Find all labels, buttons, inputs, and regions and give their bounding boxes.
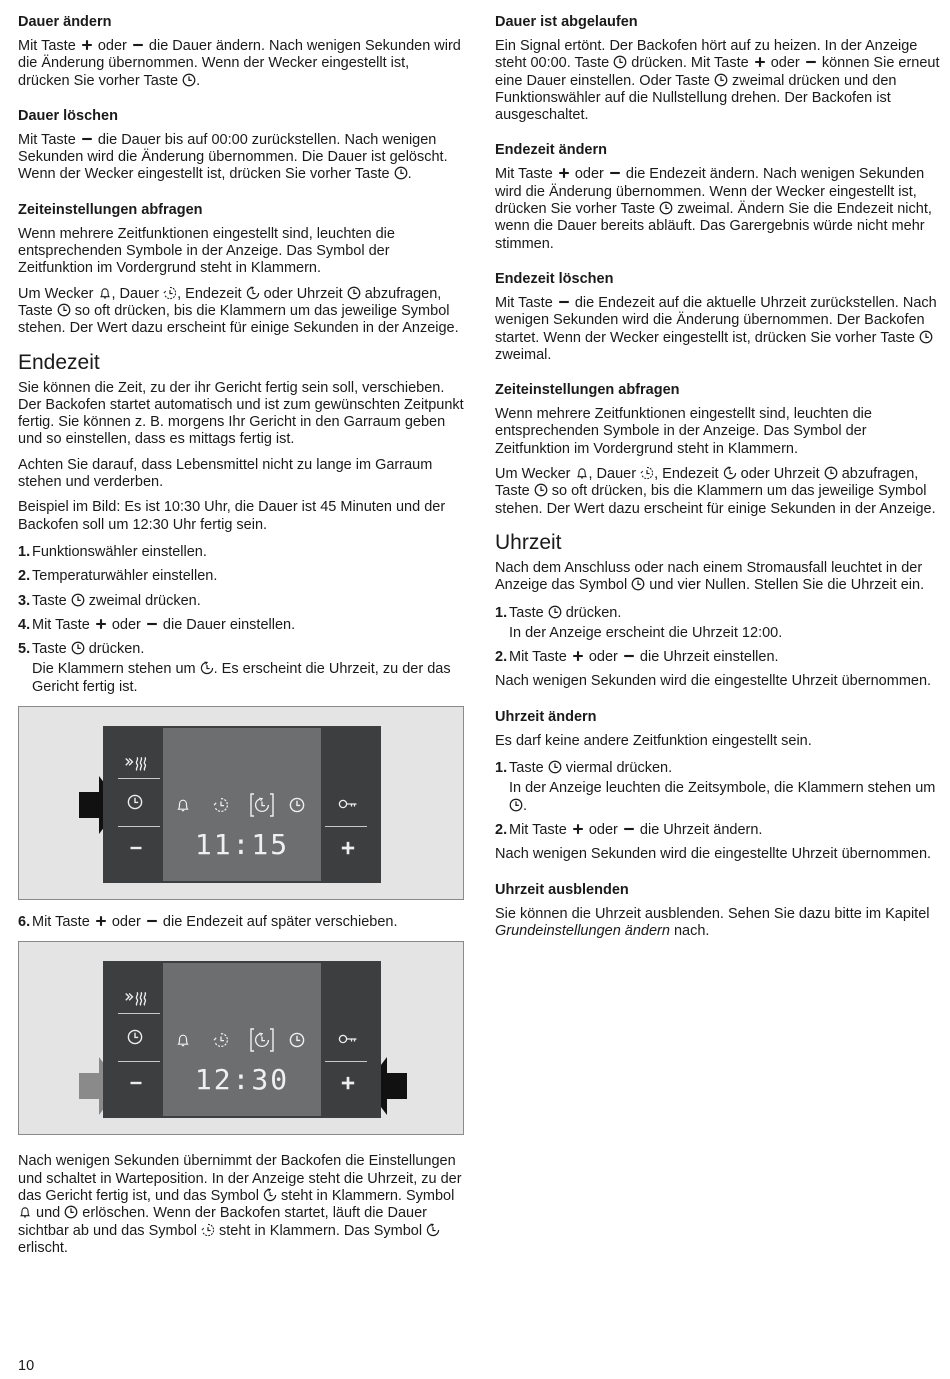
step-number: 1. — [495, 760, 508, 777]
endtime-icon — [249, 792, 275, 818]
text-run: Nach wenigen Sekunden übernimmt der Backofen die Einstellungen und schaltet in Warteposition. In der Anzeige steht die Uhrzeit, zu der das Gericht fertig ist, und das Symbol — [18, 1153, 462, 1204]
clock-icon — [394, 166, 408, 180]
minus-icon — [804, 55, 818, 69]
text-run: drücken. Mit Taste — [631, 55, 749, 72]
endtime-icon — [200, 661, 214, 675]
step-text: oder — [111, 616, 141, 633]
para-endezeit-final — [18, 1153, 464, 1257]
heading-endezeit-loeschen: Endezeit löschen — [495, 270, 614, 287]
text-run: , Dauer — [111, 285, 160, 302]
uhr-aendern-step-2 — [495, 822, 941, 839]
uhr-aendern-step-1 — [495, 760, 941, 815]
key-icon[interactable] — [337, 798, 359, 810]
step-text: zweimal drücken. — [88, 592, 201, 609]
endtime-icon — [246, 286, 260, 300]
right-column — [495, 12, 941, 948]
text-run: . — [196, 72, 201, 89]
heading-uhrzeit-aendern: Uhrzeit ändern — [495, 708, 597, 725]
section-title-uhrzeit: Uhrzeit — [495, 530, 562, 554]
minus-icon — [80, 132, 94, 146]
left-column — [18, 12, 464, 1265]
text-run: so oft drücken, bis die Klammern um das jeweilige Symbol stehen. Der Wert dazu erscheint für einige Sekunden in der Anzeige. — [18, 302, 459, 337]
para-uhrzeit-1 — [495, 560, 941, 595]
text-run: die Dauer bis auf 00:00 zurückstellen. Nach wenigen Sekunden wird die Änderung übernommen. Die Dauer ist gelöscht. Wenn der Wecker eingestellt ist, drücken Sie vorher Taste — [18, 131, 448, 183]
clock-icon — [613, 55, 627, 69]
text-run: können Sie erneut eine Dauer einstellen. Oder Taste — [495, 55, 940, 89]
plus-icon — [571, 649, 585, 663]
text-run: die Endezeit ändern. Nach wenigen Sekunden wird die Änderung übernommen. Wenn der Wecker eingestellt ist, drücken Sie vorher Taste — [495, 166, 925, 218]
step-text: die Uhrzeit ändern. — [639, 821, 763, 838]
steam-icon[interactable] — [123, 754, 151, 772]
steam-icon[interactable] — [123, 989, 151, 1007]
text-run: steht in Klammern. Symbol — [281, 1187, 455, 1204]
clock-icon — [57, 303, 71, 317]
minus-icon[interactable] — [127, 1075, 145, 1091]
text-run: so oft drücken, bis die Klammern um das jeweilige Symbol stehen. Der Wert dazu erscheint für einige Sekunden in der Anzeige. — [495, 483, 936, 517]
para-abfragen-right-1: Wenn mehrere Zeitfunktionen eingestellt sind, leuchten die entsprechenden Symbole in der Anzeige. Das Symbol der Zeitfunktion im Vordergrund steht in Klammern. — [495, 406, 872, 457]
step-5-note — [32, 661, 464, 696]
minus-icon — [622, 822, 636, 836]
text-run: die Endezeit auf die aktuelle Uhrzeit zurückstellen. Nach wenigen Sekunden wird die Änderung übernommen. Der Backofen startet. Wenn der Wecker eingestellt ist, drücken Sie vorher Taste — [495, 294, 937, 346]
key-icon[interactable] — [337, 1033, 359, 1045]
clock-icon — [548, 605, 562, 619]
left-button-column — [103, 961, 163, 1118]
minus-icon[interactable] — [127, 840, 145, 856]
plus-icon — [571, 822, 585, 836]
para-uhrzeit-3: Nach wenigen Sekunden wird die eingestellte Uhrzeit übernommen. — [495, 846, 932, 863]
plus-icon — [557, 166, 571, 180]
plus-icon[interactable] — [339, 839, 357, 857]
para-endezeit-aendern — [495, 166, 941, 252]
text-run: erlöschen. Wenn der Backofen startet, läuft die Dauer sichtbar ab und das Symbol — [18, 1205, 427, 1239]
text-run: die Dauer ändern. Nach wenigen Sekunden wird die Änderung übernommen. Wenn der Wecker eingestellt ist, drücken Sie vorher Taste — [18, 38, 461, 89]
text-run: , Endezeit — [177, 285, 242, 302]
step-6 — [18, 914, 464, 931]
step-text: drücken. — [565, 604, 622, 621]
minus-icon — [145, 914, 159, 928]
step-number: 5. — [18, 641, 31, 658]
minus-icon — [622, 649, 636, 663]
clock-icon — [919, 330, 933, 344]
para-abfragen-right-2 — [495, 466, 941, 518]
page-number: 10 — [18, 1358, 35, 1374]
duration-icon — [213, 797, 229, 813]
text-run: nach. — [673, 922, 710, 939]
para-endezeit-3: Beispiel im Bild: Es ist 10:30 Uhr, die Dauer ist 45 Minuten und der Backofen soll um 12:30 Uhr fertig sein. — [18, 499, 446, 533]
text-run: zweimal. — [495, 346, 552, 363]
minus-icon — [145, 617, 159, 631]
right-button-column — [321, 726, 381, 883]
heading-endezeit-aendern: Endezeit ändern — [495, 142, 607, 159]
clock-icon — [659, 201, 673, 215]
step-text: Taste — [509, 604, 544, 621]
step-number: 4. — [18, 616, 31, 633]
chapter-reference: Grundeinstellungen ändern — [495, 922, 670, 939]
endtime-icon — [263, 1188, 277, 1202]
text-run: zweimal. Ändern Sie die Endezeit nicht, wenn die Dauer bereits abläuft. Das Garergebnis würde nicht mehr stimmen. — [495, 201, 932, 252]
clock-icon[interactable] — [127, 794, 143, 810]
step-number: 1. — [18, 543, 31, 560]
text-run: Mit Taste — [18, 38, 76, 54]
clock-icon — [534, 483, 548, 497]
step-text: Mit Taste — [32, 616, 90, 633]
endtime-icon — [426, 1223, 440, 1237]
para-abfragen-1: Wenn mehrere Zeitfunktionen eingestellt sind, leuchten die entsprechenden Symbole in der Anzeige. Das Symbol der Zeitfunktion im Vordergrund steht in Klammern. — [18, 225, 395, 277]
duration-icon — [213, 1032, 229, 1048]
step-note: In der Anzeige erscheint die Uhrzeit 12:00. — [509, 624, 783, 641]
text-run: oder Uhrzeit — [263, 285, 343, 302]
bell-icon — [175, 797, 191, 813]
display-screen — [163, 963, 321, 1116]
clock-icon — [714, 73, 728, 87]
text-run: , Endezeit — [654, 466, 719, 483]
text-run: und — [36, 1205, 61, 1222]
clock-icon — [64, 1205, 78, 1219]
step-text: Taste — [32, 592, 67, 609]
para-uhrzeit-aendern: Es darf keine andere Zeitfunktion eingestellt sein. — [495, 732, 812, 749]
time-display: 11:15 — [194, 828, 290, 862]
endtime-icon — [249, 1027, 275, 1053]
clock-icon — [631, 577, 645, 591]
oven-control-panel — [103, 726, 381, 883]
step-1 — [18, 544, 464, 561]
step-2 — [18, 568, 464, 585]
plus-icon — [94, 914, 108, 928]
text-run: oder — [770, 55, 800, 72]
time-display: 12:30 — [194, 1063, 290, 1097]
bell-icon — [98, 286, 112, 300]
heading-abfragen-right: Zeiteinstellungen abfragen — [495, 382, 680, 399]
clock-icon — [182, 73, 196, 87]
text-run: Sie können die Uhrzeit ausblenden. Sehen Sie dazu bitte im Kapitel — [495, 905, 930, 922]
text-run: Ein Signal ertönt. Der Backofen hört auf zu heizen. In der Anzeige steht 00:00. Taste — [495, 38, 918, 72]
oven-control-panel — [103, 961, 381, 1118]
plus-icon — [753, 55, 767, 69]
para-endezeit-1: Sie können die Zeit, zu der ihr Gericht fertig sein soll, verschieben. Der Backofen startet automatisch und ist zum gewünschten Zeitpunkt fertig. Sie können z. B. morgens Ihr Gericht in den Garraum geben und so einstellen, dass es mittags fertig ist. — [18, 379, 464, 448]
para-uhrzeit-ausblenden — [495, 906, 941, 941]
display-screen — [163, 728, 321, 881]
step-note — [509, 780, 941, 815]
text-run: Die Klammern stehen um — [32, 661, 196, 678]
para-endezeit-2: Achten Sie darauf, dass Lebensmittel nicht zu lange im Garraum stehen und verderben. — [18, 456, 433, 491]
plus-icon — [80, 38, 94, 52]
para-abgelaufen — [495, 38, 941, 124]
heading-uhrzeit-ausblenden: Uhrzeit ausblenden — [495, 881, 629, 898]
right-button-column — [321, 961, 381, 1118]
text-run: Um Wecker — [18, 285, 94, 302]
clock-icon — [71, 641, 85, 655]
step-text: drücken. — [88, 641, 145, 658]
clock-icon — [347, 286, 361, 300]
step-text: oder — [588, 821, 618, 838]
text-run: Mit Taste — [495, 294, 553, 311]
step-3 — [18, 593, 464, 610]
step-text: oder — [588, 649, 618, 666]
uhrzeit-step-2 — [495, 649, 941, 666]
para-endezeit-loeschen — [495, 295, 941, 364]
text-run: zweimal drücken und den Funktionswähler auf die Nullstellung drehen. Der Backofen ist ausgeschaltet. — [495, 72, 897, 124]
step-text: Temperaturwähler einstellen. — [32, 568, 218, 585]
clock-icon[interactable] — [127, 1029, 143, 1045]
clock-icon — [824, 466, 838, 480]
left-button-column — [103, 726, 163, 883]
step-text: Mit Taste — [32, 914, 90, 931]
plus-icon[interactable] — [339, 1074, 357, 1092]
para-abfragen-2 — [18, 286, 464, 338]
para-dauer-aendern — [18, 38, 464, 90]
duration-icon — [201, 1223, 215, 1237]
text-run: abzufragen, Taste — [495, 466, 919, 500]
bell-icon — [175, 1032, 191, 1048]
text-run: In der Anzeige leuchten die Zeitsymbole, die Klammern stehen um — [509, 780, 936, 797]
text-run: , Dauer — [588, 466, 637, 483]
duration-icon — [163, 286, 177, 300]
text-run: . — [523, 797, 528, 814]
text-run: Um Wecker — [495, 466, 571, 483]
heading-dauer-loeschen: Dauer löschen — [18, 107, 118, 124]
step-text: oder — [111, 914, 141, 931]
section-title-endezeit: Endezeit — [18, 350, 100, 374]
step-text: Mit Taste — [509, 649, 567, 666]
clock-icon — [71, 593, 85, 607]
text-run: . — [407, 166, 412, 183]
step-4 — [18, 617, 464, 634]
clock-icon — [548, 760, 562, 774]
text-run: erlischt. — [18, 1239, 68, 1256]
control-panel-figure-2 — [18, 941, 464, 1135]
para-dauer-loeschen — [18, 132, 464, 184]
step-text: die Dauer einstellen. — [162, 616, 296, 633]
text-run: abzufragen, Taste — [18, 285, 442, 319]
minus-icon — [131, 38, 145, 52]
bell-icon — [575, 466, 589, 480]
step-number: 3. — [18, 592, 31, 609]
heading-dauer-aendern: Dauer ändern — [18, 14, 112, 30]
text-run: oder — [97, 38, 127, 54]
text-run: und vier Nullen. Stellen Sie die Uhrzeit ein. — [649, 577, 925, 594]
control-panel-figure-1 — [18, 706, 464, 900]
step-number: 2. — [495, 821, 508, 838]
para-uhrzeit-2: Nach wenigen Sekunden wird die eingestellte Uhrzeit übernommen. — [495, 673, 932, 690]
step-text: Funktionswähler einstellen. — [32, 543, 207, 560]
clock-icon — [509, 798, 523, 812]
text-run: steht in Klammern. Das Symbol — [219, 1222, 423, 1239]
plus-icon — [94, 617, 108, 631]
step-text: die Endezeit auf später verschieben. — [162, 914, 398, 931]
step-text: Mit Taste — [509, 821, 567, 838]
text-run: . Es erscheint die Uhrzeit, zu der das Gericht fertig ist. — [32, 661, 451, 695]
step-number: 2. — [18, 568, 31, 585]
bell-icon — [18, 1205, 32, 1219]
duration-icon — [640, 466, 654, 480]
clock-icon — [289, 1032, 305, 1048]
step-5 — [18, 641, 464, 696]
heading-dauer-abgelaufen: Dauer ist abgelaufen — [495, 14, 638, 30]
text-run: Mit Taste — [495, 166, 553, 183]
step-number: 6. — [18, 914, 31, 931]
text-run: Mit Taste — [18, 131, 76, 148]
step-text: Taste — [32, 641, 67, 658]
minus-icon — [557, 295, 571, 309]
text-run: Nach dem Anschluss oder nach einem Stromausfall leuchtet in der Anzeige das Symbol — [495, 559, 923, 594]
step-text: Taste — [509, 760, 544, 777]
step-number: 1. — [495, 604, 508, 621]
text-run: oder Uhrzeit — [740, 466, 820, 483]
endtime-icon — [723, 466, 737, 480]
step-number: 2. — [495, 649, 508, 666]
step-text: die Uhrzeit einstellen. — [639, 649, 779, 666]
text-run: oder — [574, 166, 604, 183]
clock-icon — [289, 797, 305, 813]
minus-icon — [608, 166, 622, 180]
heading-abfragen: Zeiteinstellungen abfragen — [18, 201, 203, 218]
step-text: viermal drücken. — [565, 760, 673, 777]
uhrzeit-step-1 — [495, 605, 941, 643]
